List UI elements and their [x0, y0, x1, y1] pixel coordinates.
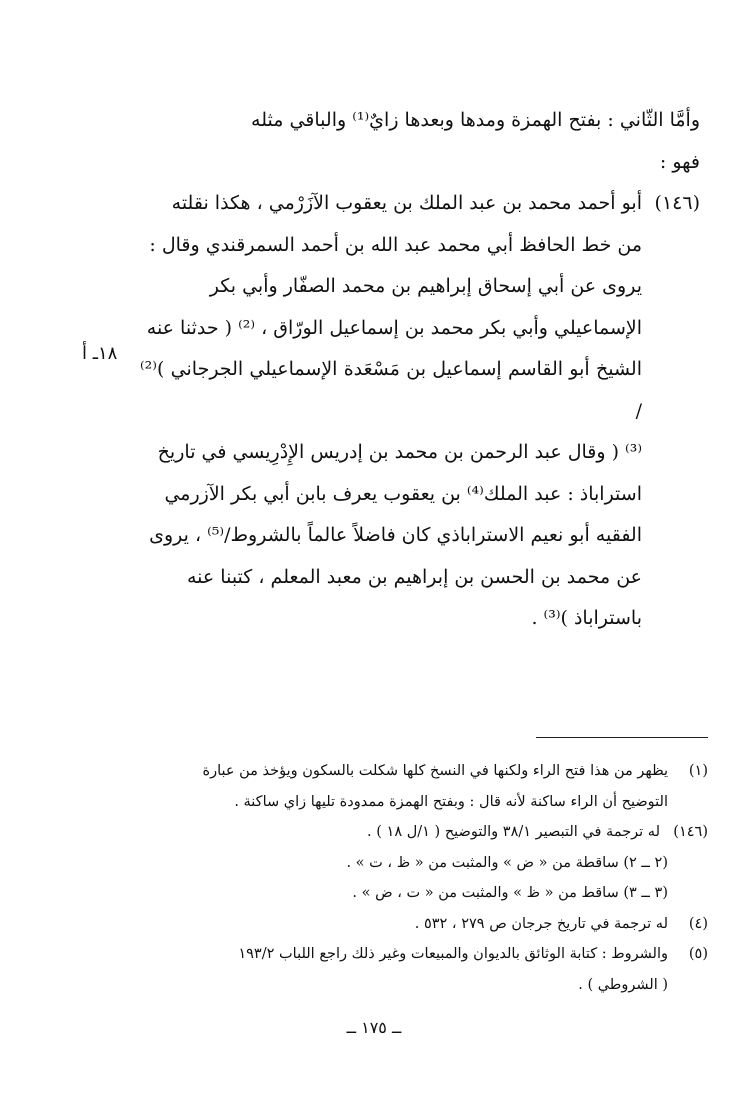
entry-number: (١٤٦) [654, 192, 700, 214]
footnote [108, 756, 708, 787]
footnote-number: (٥) [688, 946, 708, 962]
footnote [108, 970, 708, 1001]
page-number: ــ ١٧٥ ــ [346, 1018, 402, 1037]
footnote-text: (٣ ــ ٣) ساقط من « ظ » والمثبت من « ت ، ض » . [352, 885, 668, 901]
footnote [108, 939, 708, 970]
footnote-text: له ترجمة في التبصير ٣٨/١ والتوضيح ( ١/ل ١٨ ) . [367, 824, 660, 840]
text-line: أبو أحمد محمد بن عبد الملك بن يعقوب الآزَرْمي ، هكذا نقلته [171, 192, 642, 214]
footnote-text: يظهر من هذا فتح الراء ولكنها في النسخ كلها شكلت بالسكون ويؤخذ من عبارة [202, 763, 668, 779]
footnote-divider [536, 737, 708, 738]
text-line: يروى عن أبي إسحاق إبراهيم بن محمد الصفّار وأبي بكر [209, 275, 642, 297]
footnote [108, 817, 708, 848]
footnote-number [668, 970, 708, 1001]
footnote-text: (٢ ــ ٢) ساقطة من « ض » والمثبت من « ظ ، ت » . [346, 854, 668, 871]
text-line: ⁽³⁾ ( وقال عبد الرحمن بن محمد بن إدريس الإِدْرِيسي في تاريخ [157, 441, 642, 463]
text-line: وأمَّا الثّاني : بفتح الهمزة ومدها وبعدها زايٌ⁽¹⁾ والباقي مثله [251, 109, 700, 131]
manuscript-folio-marker: ١٨ـ أ [82, 343, 118, 364]
footnote-number [668, 848, 708, 879]
footnote-text: والشروط : كتابة الوثائق بالديوان والمبيعات وغير ذلك راجع اللباب ١٩٣/٢ [238, 946, 668, 962]
text-line: من خط الحافظ أبي محمد عبد الله بن أحمد السمرقندي وقال : [149, 233, 642, 256]
footnote-number [668, 787, 708, 818]
text-line: عن محمد بن الحسن بن إبراهيم بن معبد المعلم ، كتبنا عنه [187, 565, 642, 588]
footnote-text: له ترجمة في تاريخ جرجان ص ٢٧٩ ، ٥٣٢ . [414, 915, 668, 932]
text-line: فهو : [659, 150, 700, 173]
text-line: باستراباذ )⁽³⁾ . [531, 607, 642, 629]
text-line: الفقيه أبو نعيم الاستراباذي كان فاضلاً عالماً بالشروط/⁽⁵⁾ ، يروى [149, 524, 642, 546]
footnote-number [668, 878, 708, 909]
footnote [108, 848, 708, 879]
main-text [140, 100, 700, 640]
footnote-number: (١) [688, 763, 708, 779]
footnote-number: (٤) [688, 915, 708, 932]
footnote-text: التوضيح أن الراء ساكنة لأنه قال : وبفتح الهمزة ممدودة تليها زاي ساكنة . [234, 793, 668, 810]
footnotes [108, 756, 708, 1000]
footnote-number: (١٤٦) [673, 824, 708, 840]
footnote-text: ( الشروطي ) . [578, 976, 668, 993]
text-line: الإسماعيلي وأبي بكر محمد بن إسماعيل الورّاق ، ⁽²⁾ ( حدثنا عنه [146, 316, 642, 339]
footnote [108, 787, 708, 818]
text-line: استراباذ : عبد الملك⁽⁴⁾ بن يعقوب يعرف بابن أبي بكر الآزرمي [164, 482, 642, 505]
text-line: الشيخ أبو القاسم إسماعيل بن مَسْعَدة الإسماعيلي الجرجاني )⁽²⁾ / [140, 358, 642, 422]
footnote [108, 909, 708, 940]
footnote [108, 878, 708, 909]
